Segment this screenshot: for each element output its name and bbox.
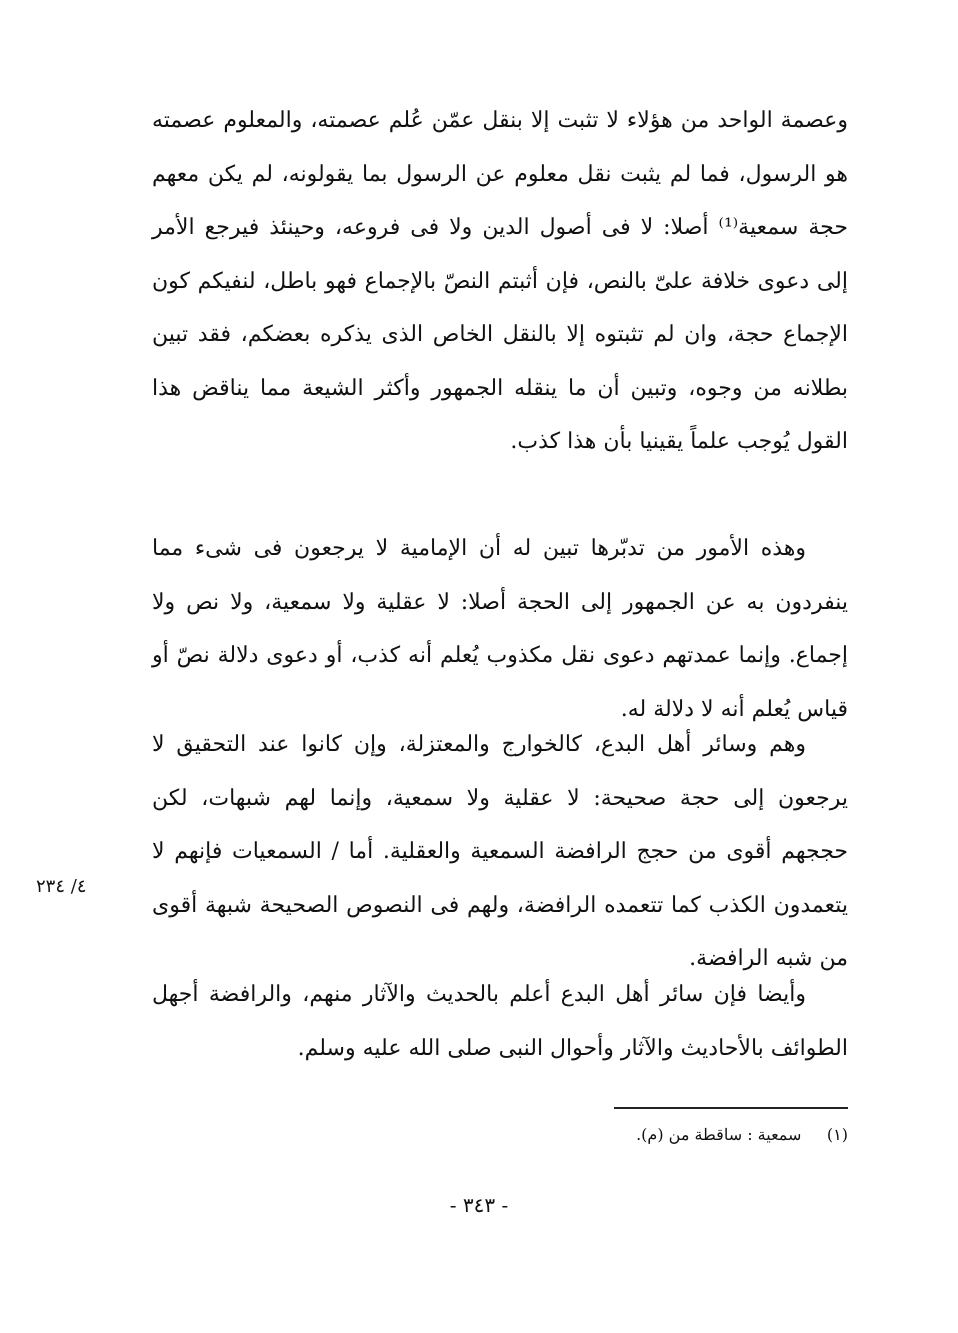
footnote-text: سمعية : ساقطة من (م). <box>636 1125 802 1144</box>
footnote-divider <box>614 1107 848 1109</box>
footnote <box>450 1118 848 1152</box>
footnote-spacer <box>807 1125 822 1144</box>
paragraph-1: وعصمة الواحد من هؤلاء لا تثبت إلا بنقل عمّن عُلم عصمته، والمعلوم عصمته هو الرسول، فما لم يثبت نقل معلوم عن الرسول بما يقولونه، لم يكن معهم حجة سمعية⁽¹⁾ أصلا: لا فى أصول الدين ولا فى فروعه، وحينئذ فيرجع الأمر إلى دعوى خلافة علىّ بالنص، فإن أثبتم النصّ بالإجماع فهو باطل، لنفيكم كون الإجماع حجة، وان لم تثبتوه إلا بالنقل الخاص الذى يذكره بعضكم، فقد تبين بطلانه من وجوه، وتبين أن ما ينقله الجمهور وأكثر الشيعة مما يناقض هذا القول يُوجب علماً يقينيا بأن هذا كذب. <box>152 108 848 454</box>
footnote-marker: (١) <box>826 1125 848 1144</box>
page-number: - ٣٤٣ - <box>449 1193 509 1217</box>
paragraph-3: وهم وسائر أهل البدع، كالخوارج والمعتزلة، وإن كانوا عند التحقيق لا يرجعون إلى حجة صحيحة: لا عقلية ولا سمعية، وإنما لهم شبهات، لكن حججهم أقوى من حجج الرافضة السمعية والعقلية. أما / السمعيات فإنهم لا يتعمدون الكذب كما تتعمده الرافضة، ولهم فى النصوص الصحيحة شبهة أقوى من شبه الرافضة. <box>152 732 848 971</box>
margin-volume-page-reference: ٤/ ٢٣٤ <box>36 876 87 897</box>
paragraph-2: وهذه الأمور من تدبّرها تبين له أن الإمامية لا يرجعون فى شىء مما ينفردون به عن الجمهور إلى الحجة أصلا: لا عقلية ولا سمعية، ولا نص ولا إجماع. وإنما عمدتهم دعوى نقل مكذوب يُعلم أنه كذب، أو دعوى دلالة نصّ أو قياس يُعلم أنه لا دلالة له. <box>152 536 848 722</box>
paragraph-4: وأيضا فإن سائر أهل البدع أعلم بالحديث والآثار منهم، والرافضة أجهل الطوائف بالأحاديث والآثار وأحوال النبى صلى الله عليه وسلم. <box>152 982 848 1061</box>
